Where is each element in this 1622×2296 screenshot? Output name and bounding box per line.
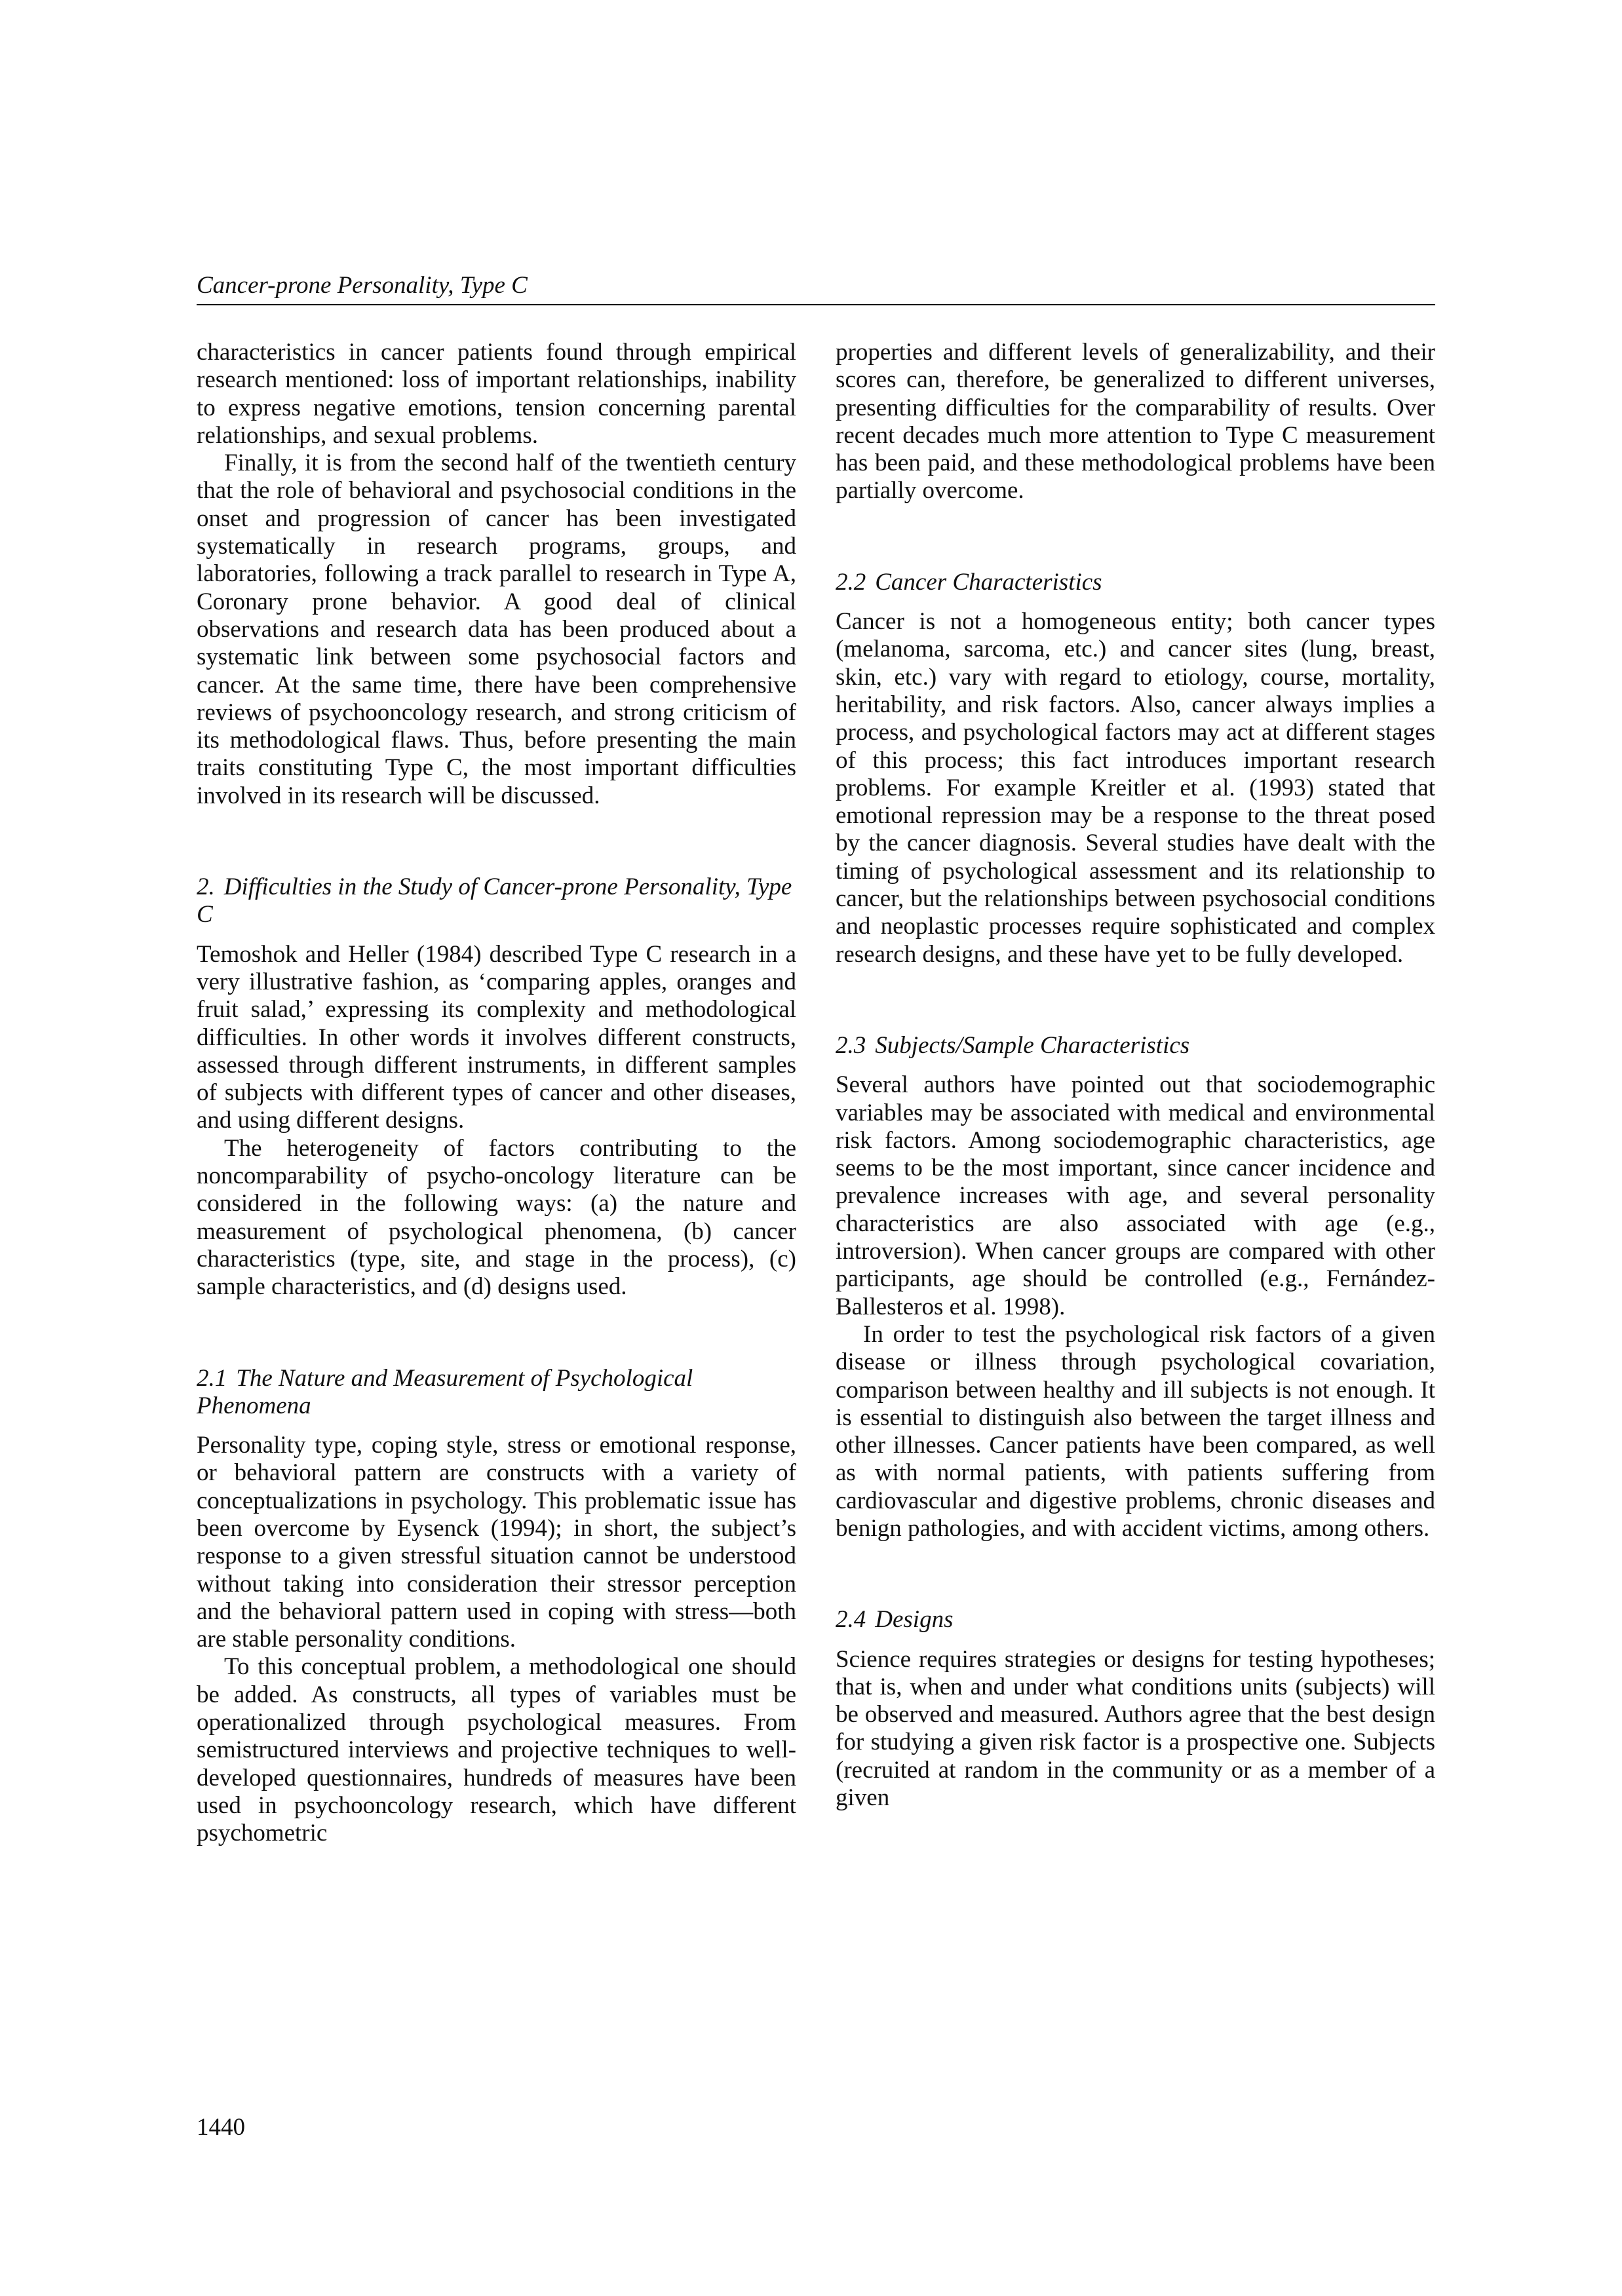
right-column [836, 339, 1435, 1812]
paragraph: Finally, it is from the second half of the twentieth century that the role of behavioral and psychosocial conditions in the onset and progression of cancer has been investigated systematically in research programs, groups, and laboratories, following a track parallel to research in Type A, Coronary prone behavior. A good deal of clinical observations and research data has been produced about a systematic link between some psychosocial factors and cancer. At the same time, there have been comprehensive reviews of psychooncology research, and strong criticism of its methodological flaws. Thus, before presenting the main traits constituting Type C, the most important difficulties involved in its research will be discussed. [197, 450, 796, 809]
paragraph: Science requires strategies or designs for testing hypotheses; that is, when and under what conditions units (subjects) will be observed and measured. Authors agree that the best design for studying a given risk factor is a prospective one. Subjects (recruited at random in the community or as a member of a given [836, 1645, 1435, 1812]
page-number: 1440 [197, 2114, 245, 2141]
paragraph: Several authors have pointed out that sociodemographic variables may be associated with medical and environmental risk factors. Among sociodemographic characteristics, age seems to be the most important, since cancer incidence and prevalence increases with age, and several personality characteristics are also associated with age (e.g., introversion). When cancer groups are compared with other participants, age should be controlled (e.g., Fernández-Ballesteros et al. 1998). [836, 1071, 1435, 1320]
section-number: 2.3 [836, 1031, 866, 1059]
section-heading-2-3 [836, 1032, 1435, 1060]
section-heading-2 [197, 873, 796, 929]
paragraph: properties and different levels of generalizability, and their scores can, therefore, be generalized to different universes, presenting difficulties for the comparability of results. Over recent decades much more attention to Type C measurement has been paid, and these methodological problems have been partially overcome. [836, 339, 1435, 505]
section-number: 2.4 [836, 1606, 866, 1634]
paragraph: To this conceptual problem, a methodological one should be added. As constructs, all types of variables must be operationalized through psychological measures. From semistructured interviews and projective techniques to well-developed questionnaires, hundreds of measures have been used in psychooncology research, which have different psychometric [197, 1653, 796, 1847]
section-heading-2-2 [836, 569, 1435, 596]
header-rule [197, 304, 1435, 305]
section-title: Subjects/Sample Characteristics [875, 1031, 1190, 1059]
section-number: 2.1 [197, 1364, 227, 1392]
section-title: Cancer Characteristics [875, 568, 1102, 596]
section-heading-2-4 [836, 1606, 1435, 1634]
section-title: Designs [875, 1606, 954, 1634]
paragraph: The heterogeneity of factors contributing to the noncomparability of psycho-oncology literature can be considered in the following ways: (a) the nature and measurement of psychological phenomena, (b) cancer characteristics (type, site, and stage in the process), (c) sample characteristics, and (d) designs used. [197, 1134, 796, 1301]
running-head: Cancer-prone Personality, Type C [197, 272, 528, 299]
paragraph: characteristics in cancer patients found through empirical research mentioned: loss of important relationships, inability to express negative emotions, tension concerning parental relationships, and sexual problems. [197, 339, 796, 449]
left-column [197, 339, 796, 1848]
section-number: 2. [197, 873, 215, 901]
paragraph: Temoshok and Heller (1984) described Type C research in a very illustrative fashion, as ‘comparing apples, oranges and fruit salad,’ expressing its complexity and methodological difficulties. In other words it involves different constructs, assessed through different instruments, in different samples of subjects with different types of cancer and other diseases, and using different designs. [197, 940, 796, 1134]
paragraph: Cancer is not a homogeneous entity; both cancer types (melanoma, sarcoma, etc.) and cancer sites (lung, breast, skin, etc.) vary with regard to etiology, course, mortality, heritability, and risk factors. Also, cancer always implies a process, and psychological factors may act at different stages of this process; this fact introduces important research problems. For example Kreitler et al. (1993) stated that emotional repression may be a response to the threat posed by the cancer diagnosis. Several studies have dealt with the timing of psychological assessment and its relationship to cancer, but the relationships between psychosocial conditions and neoplastic processes require sophisticated and complex research designs, and these have yet to be fully developed. [836, 608, 1435, 968]
paragraph: Personality type, coping style, stress or emotional response, or behavioral pattern are constructs with a variety of conceptualizations in psychology. This problematic issue has been overcome by Eysenck (1994); in short, the subject’s response to a given stressful situation cannot be understood without taking into consideration their stressor perception and the behavioral pattern used in coping with stress—both are stable personality conditions. [197, 1432, 796, 1653]
section-title: Difficulties in the Study of Cancer-prone Personality, Type C [197, 873, 792, 928]
paragraph: In order to test the psychological risk factors of a given disease or illness through psychological covariation, comparison between healthy and ill subjects is not enough. It is essential to distinguish also between the target illness and other illnesses. Cancer patients have been compared, as well as with normal patients, with patients suffering from cardiovascular and digestive problems, chronic diseases and benign pathologies, and with accident victims, among others. [836, 1320, 1435, 1542]
section-number: 2.2 [836, 568, 866, 596]
section-title: The Nature and Measurement of Psychological Phenomena [197, 1364, 693, 1419]
section-heading-2-1 [197, 1365, 796, 1421]
